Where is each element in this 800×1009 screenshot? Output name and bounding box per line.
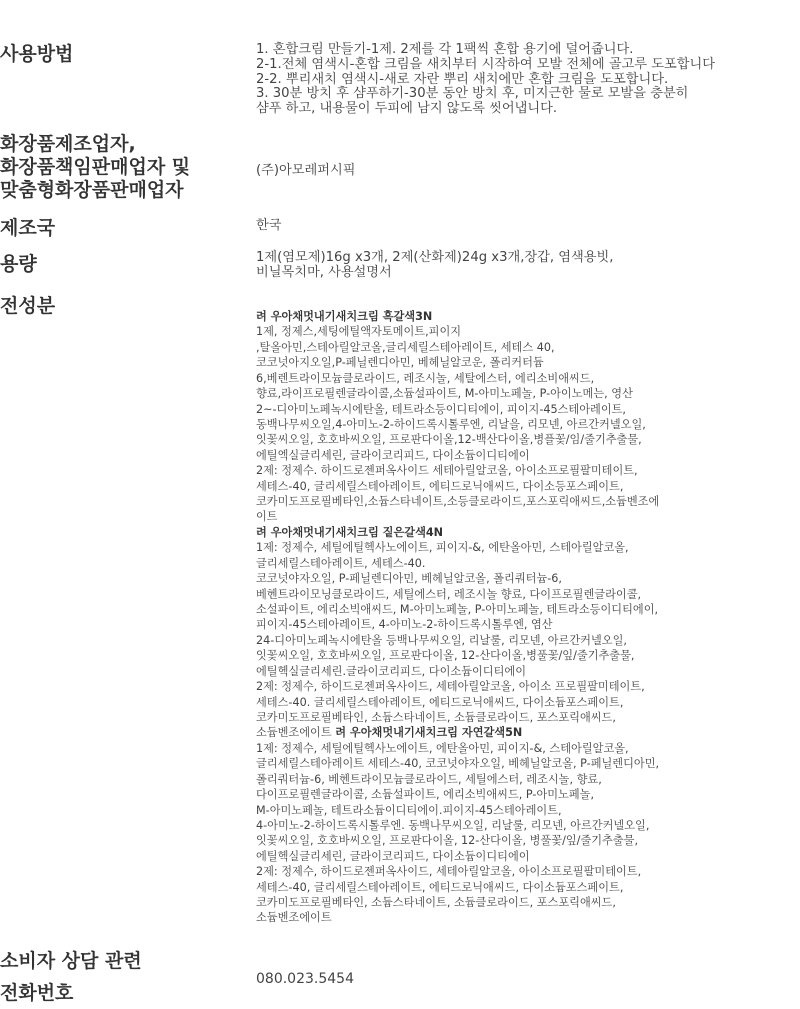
ingredient-line: [256, 309, 659, 324]
ingredient-line: 2제: 정제수, 하이드로젠퍼옥사이드, 세테아릴알코올, 아이소 프로필팔미테이트,: [256, 680, 645, 694]
capacity-line: 1제(염모제)16g x3개, 2제(산화제)24g x3개,장갑, 염색용빗,: [256, 250, 614, 265]
consult-label: [0, 945, 142, 1009]
ingredient-line: 다이프로필렌글라이콜, 소듐설파이트, 에리소빅애씨드, P-아미노페놀,: [256, 788, 595, 802]
usage-label: 사용방법: [0, 43, 74, 65]
manufacturer-value: (주)아모레퍼시픽: [256, 163, 356, 178]
ingredient-line: 향료,라이프로필렌글라이콜,소듐설파이트, M-아미노페놀, P-아이노메는, 영산: [256, 387, 633, 401]
ingredient-line: 피이지-45스테아레이트, 4-아미노-2-하이드록시톨루엔, 염산: [256, 618, 553, 632]
capacity-value: [256, 251, 613, 281]
ingredient-line: 세테스-40, 글리세릴스테아레이트, 에티드로닉애씨드, 다이소등포스페이트,: [256, 479, 624, 493]
ingredient-line: 코카미도프로필베타인, 소듐스타네이트, 소듐클로라이드, 포스포릭애씨드,: [256, 710, 616, 724]
ingredient-line: 코카미도프로필베타인,소듐스타네이트,소등클로라이드,포스포릭애씨드,소듐벤조에: [256, 495, 660, 509]
usage-line: 2-2. 뿌리새치 염색시-새로 자란 뿌리 새치에만 혼합 크림을 도포합니다.: [256, 71, 669, 87]
manufacturer-label-line: 화장품제조업자,: [0, 133, 136, 155]
ingredients-list: [256, 309, 659, 926]
ingredient-line: 소듐벤조에이트: [256, 911, 332, 925]
ingredient-line: 2~-디아미노페녹시에탄올, 테트라소등이디티에이, 피이지-45스테아레이트,: [256, 402, 626, 416]
ingredient-line: 에틸헥실글리세린, 글라이코리피드, 다이소듐이디티에이: [256, 849, 530, 863]
manufacturer-label-line: 화장품책임판매업자 및: [0, 156, 191, 178]
country-label: 제조국: [0, 217, 56, 239]
product-heading: 려 우아채멋내기새치크림 흑갈색3N: [256, 310, 433, 323]
ingredient-line: ,탈올아민,스테아릴알코올,글리세릴스테아레이트, 세테스 40,: [256, 340, 555, 354]
ingredient-line: 에틸헥실글리세린.글라이코리피드, 다이소듐이디티에이: [256, 664, 527, 678]
usage-line: 샴푸 하고, 내용물이 두피에 남지 않도록 씻어냅니다.: [256, 101, 558, 117]
ingredient-line: 24-디아미노페녹시에탄올 등백나무씨오일, 리날룰, 리모넨, 아르간커넬오일,: [256, 633, 627, 647]
ingredient-line: 소듐벤조에이트 려 우아채멋내기새치크림 자연갈색5N: [256, 726, 523, 740]
consult-value: 080.023.5454: [256, 971, 354, 987]
ingredient-line: [256, 525, 659, 540]
ingredient-line: 1제, 정제스,세팅에틸액자토메이트,피이지: [256, 325, 462, 339]
ingredient-line: 에틸엑실글리세린, 글라이코리피드, 다이소듐이디티에이: [256, 448, 530, 462]
ingredient-line: 6,베렌트라이모늄클로라이드, 레조시놀, 세탈에스터, 에리소비애씨드,: [256, 371, 595, 385]
ingredient-line: 잇꽃씨오일, 호호바씨오일, 프로판다이올, 12-산다이올, 병풀꽃/잎/줄기추출물,: [256, 834, 639, 848]
ingredient-line: 1제: 정제수, 세틸에틸헥사노에이트, 에탄올아민, 피이지-&, 스테아릴알코올,: [256, 741, 629, 755]
ingredient-line: 잇꽃씨오일, 호호바씨오일, 프로판다이올, 12-산다이올,병풀꽃/잎/줄기추출물,: [256, 649, 635, 663]
ingredient-line: 2제: 정제수, 하이드로젠퍼옥사이드, 세테아릴알코올, 아이소프로필팔미테이트,: [256, 865, 642, 879]
ingredient-line: 세테스-40. 글리세릴스테아레이트, 에티드로닉애씨드, 다이소듐포스페이트,: [256, 695, 624, 709]
ingredient-line: 코코넛아지오일,P-페닐렌디아민, 베헤닐알코운, 폴리커터듐: [256, 356, 544, 370]
manufacturer-label: [0, 133, 190, 202]
ingredient-line: 잇꽃씨오일, 호호바씨오일, 프로판다이올,12-백산다이올,병플꽃/임/줄기추출물,: [256, 433, 642, 447]
usage-value: [256, 43, 715, 117]
country-value: 한국: [256, 218, 282, 233]
product-heading: 려 우아채멋내기새치크림 자연갈색5N: [335, 726, 523, 740]
ingredient-line: 폴리쿼터늄-6, 베헨트라이모늄클로라이드, 세틸에스터, 레조시놀, 향료,: [256, 772, 602, 786]
ingredient-line: 소설파이트, 에리소빅애씨드, M-아미노페놀, P-아미노페놀, 테트라소등이디티에이,: [256, 603, 659, 617]
capacity-label: 용량: [0, 253, 37, 275]
ingredient-line: 베헨트라이모닝클로라이드, 세틸에스터, 레조시놀 향료, 다이프로필렌글라이콜,: [256, 587, 642, 601]
product-heading: 려 우아채멋내기새치크림 짙은갈색4N: [256, 525, 444, 539]
ingredient-line: 세테스-40, 글리세릴스테아레이트, 에티드로닉애씨드, 다이소듐포스페이트,: [256, 880, 624, 894]
ingredient-line: 2제: 정제수. 하이드로젠퍼옥사이드 세테아릴알코올, 아이소프로필팔미테이트,: [256, 464, 638, 478]
consult-label-line: 소비자 상담 관련: [0, 950, 142, 972]
ingredients-label: 전성분: [0, 295, 56, 317]
usage-line: 1. 혼합크림 만들기-1제. 2제를 각 1팩씩 혼합 용기에 덜어줍니다.: [256, 42, 634, 57]
ingredient-line: M-아미노페놀, 테트라소듐이디티에이.피이지-45스테아레이트,: [256, 803, 562, 817]
ingredient-line: 글리세릴스테아레이트 세테스-40, 코코넛야자오일, 베헤닐알코올, P-페닐렌디아민,: [256, 757, 660, 771]
consult-label-line: 전화번호: [0, 982, 74, 1004]
ingredient-line: 코코넛야자오일, P-페닐렌디아민, 베헤닐알코올, 폴리쿼터늄-6,: [256, 572, 562, 586]
usage-line: 2-1.전체 염색시-혼합 크림을 새치부터 시작하여 모발 전체에 골고루 도포합니다: [256, 56, 715, 72]
capacity-line: 비닐목치마, 사용설명서: [256, 264, 392, 280]
ingredient-line: 1제: 정제수, 세틸에틸헥사노에이트, 피이지-&, 에탄올아민, 스테아릴알코올,: [256, 541, 629, 555]
ingredient-line: 4-아미노-2-하이드록시톨루엔. 동백나무씨오일, 리날룰, 리모넨, 아르간커넬오일,: [256, 818, 650, 832]
usage-line: 3. 30분 방치 후 샴푸하기-30분 동안 방치 후, 미지근한 물로 모발을 충분히: [256, 86, 689, 102]
ingredient-line: 글리세릴스테아레이트, 세테스-40.: [256, 556, 426, 570]
ingredient-line: 이트: [256, 510, 278, 524]
ingredient-line: 동백나무씨오일,4-아미노-2-하이드록시톨루엔, 리날을, 리모넨, 아르간커넬오일,: [256, 417, 646, 431]
manufacturer-label-line: 맞춤형화장품판매업자: [0, 179, 184, 201]
ingredient-line: 코카미도프로필베타인, 소듐스타네이트, 소듐클로라이드, 포스포릭애씨드,: [256, 896, 616, 910]
